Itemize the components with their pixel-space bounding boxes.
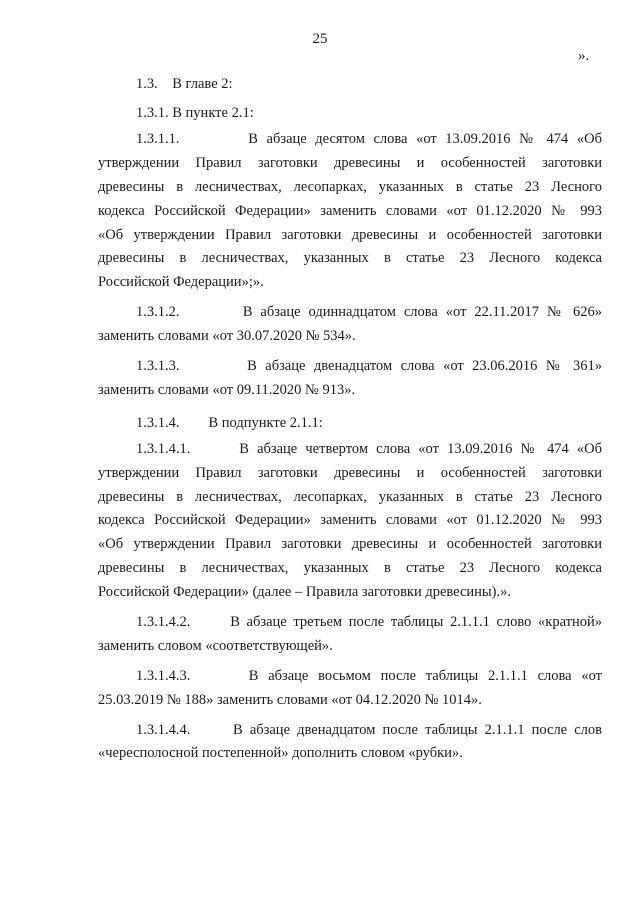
paragraph-line: древесины в лесничествах, указанных в статье 23 Лесного кодекса xyxy=(98,560,602,577)
closing-quote: ». xyxy=(578,48,590,64)
page-number: 25 xyxy=(312,31,328,47)
paragraph xyxy=(98,128,602,295)
paragraph xyxy=(98,611,602,659)
section-heading: 1.3. В главе 2: xyxy=(136,76,233,92)
document-body xyxy=(98,70,602,772)
paragraph-line: утверждении Правил заготовки древесины и особенностей заготовки xyxy=(98,464,602,481)
paragraph-line: «чересполосной постепенной» дополнить словом «рубки». xyxy=(98,745,463,762)
paragraph-line: древесины в лесничествах, лесопарках, указанных в статье 23 Лесного xyxy=(98,178,602,195)
paragraph-line: древесины в лесничествах, лесопарках, указанных в статье 23 Лесного xyxy=(98,488,602,505)
section-heading: 1.3.1.4. В подпункте 2.1.1: xyxy=(136,414,323,431)
paragraph-line: заменить словами «от 30.07.2020 № 534». xyxy=(98,328,356,345)
paragraph-line: «Об утверждении Правил заготовки древесины и особенностей заготовки xyxy=(98,536,602,553)
paragraph xyxy=(98,665,602,713)
paragraph-line: утверждении Правил заготовки древесины и особенностей заготовки xyxy=(98,154,602,171)
paragraph-line: 1.3.1.3. В абзаце двенадцатом слова «от 23.06.2016 № 361» xyxy=(136,358,602,375)
paragraph xyxy=(98,301,602,349)
paragraph-line: Российской Федерации»;». xyxy=(98,274,264,291)
paragraph-line: кодекса Российской Федерации» заменить словами «от 01.12.2020 № 993 xyxy=(98,512,602,529)
paragraph-line: Российской Федерации» (далее – Правила заготовки древесины).». xyxy=(98,584,512,601)
paragraph xyxy=(98,438,602,605)
paragraph xyxy=(98,719,602,767)
paragraph-line: древесины в лесничествах, указанных в статье 23 Лесного кодекса xyxy=(98,250,602,267)
paragraph-line: заменить словом «соответствующей». xyxy=(98,637,333,654)
paragraph-line: заменить словами «от 09.11.2020 № 913». xyxy=(98,381,356,398)
paragraph-line: 1.3.1.4.2. В абзаце третьем после таблицы 2.1.1.1 слово «кратной» xyxy=(136,614,602,631)
paragraph-line: 25.03.2019 № 188» заменить словами «от 04.12.2020 № 1014». xyxy=(98,691,482,708)
paragraph-line: 1.3.1.4.3. В абзаце восьмом после таблицы 2.1.1.1 слова «от xyxy=(136,667,602,684)
paragraph xyxy=(98,355,602,403)
paragraph-line: «Об утверждении Правил заготовки древесины и особенностей заготовки xyxy=(98,226,602,243)
section-heading: 1.3.1. В пункте 2.1: xyxy=(136,105,254,121)
paragraph-line: 1.3.1.4.4. В абзаце двенадцатом после таблицы 2.1.1.1 после слов xyxy=(136,721,602,738)
paragraph-line: 1.3.1.1. В абзаце десятом слова «от 13.09.2016 № 474 «Об xyxy=(136,131,602,147)
paragraph-line: 1.3.1.4.1. В абзаце четвертом слова «от 13.09.2016 № 474 «Об xyxy=(136,440,602,457)
paragraph-line: кодекса Российской Федерации» заменить словами «от 01.12.2020 № 993 xyxy=(98,202,602,219)
paragraph-line: 1.3.1.2. В абзаце одиннадцатом слова «от 22.11.2017 № 626» xyxy=(136,304,602,321)
